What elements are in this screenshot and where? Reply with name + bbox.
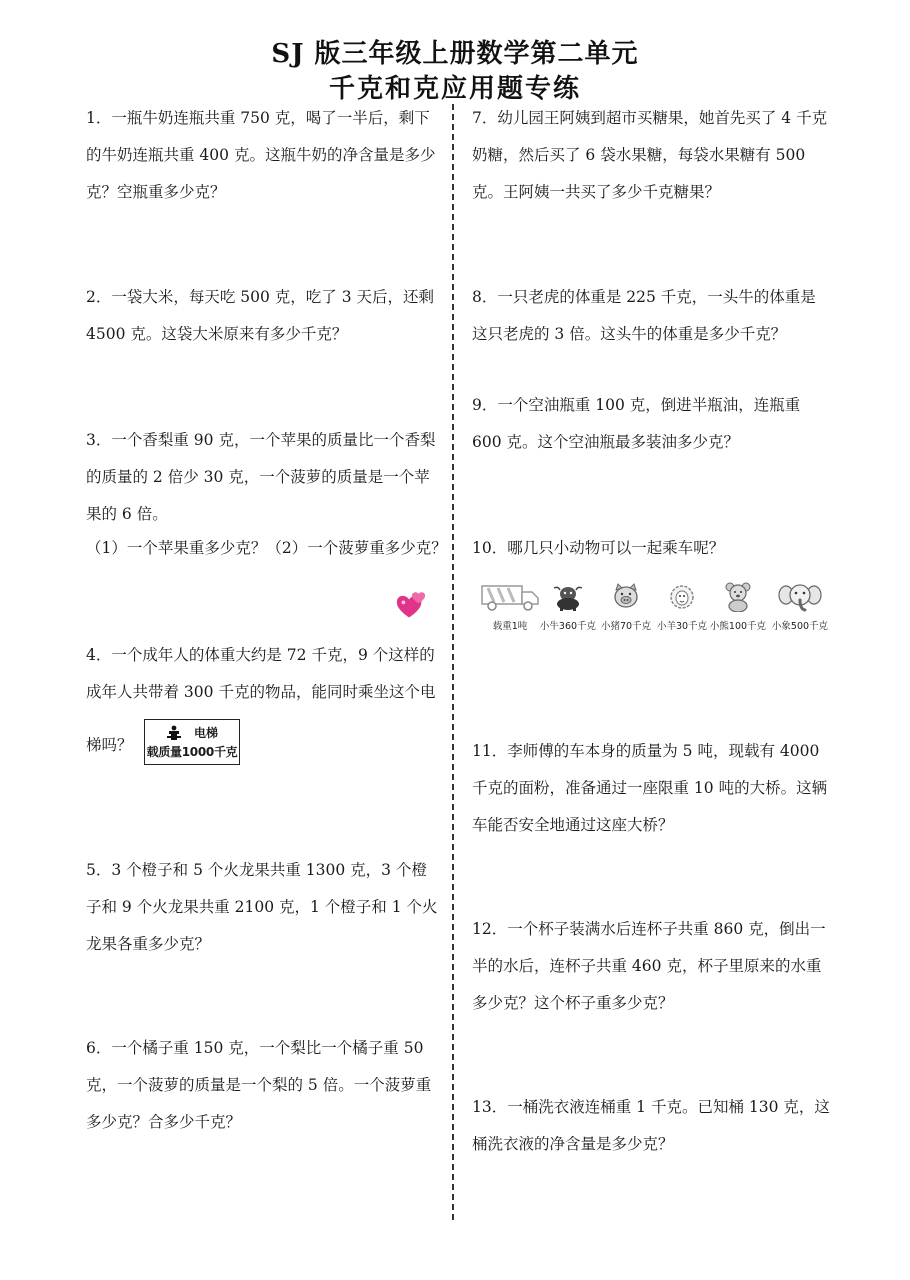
calf-item: [536, 582, 600, 632]
pig-icon: [609, 582, 643, 612]
worksheet-title: SJ 版三年级上册数学第二单元: [271, 39, 639, 69]
question-3: 3．一个香梨重 90 克，一个苹果的质量比一个香梨的质量的 2 倍少 30 克，一个菠萝的质量是一个苹果的 6 倍。: [86, 431, 436, 523]
elevator-title: 电梯: [193, 726, 218, 740]
question-4-tail: 梯吗？: [86, 736, 133, 754]
truck-label: 载重1吨: [492, 621, 528, 632]
bear-icon: [721, 582, 755, 612]
animal-weight-row: [478, 582, 838, 644]
heart-icon: [392, 592, 430, 626]
question-7: 7．幼儿园王阿姨到超市买糖果，她首先买了 4 千克奶糖，然后买了 6 袋水果糖，每袋水果糖有 500 克。王阿姨一共买了多少千克糖果？: [472, 109, 828, 201]
elephant-label: 小象500千克: [771, 621, 829, 632]
sheep-icon: [665, 582, 699, 612]
pig-label: 小猪70千克: [600, 621, 652, 632]
sheep-label: 小羊30千克: [656, 621, 708, 632]
question-6: 6．一个橘子重 150 克，一个梨比一个橘子重 50 克，一个菠萝的质量是一个梨的 5 倍。一个菠萝重多少克？合多少千克？: [86, 1039, 432, 1131]
question-5: 5．3 个橙子和 5 个火龙果共重 1300 克，3 个橙子和 9 个火龙果共重 2100 克，1 个橙子和 1 个火龙果各重多少克？: [86, 861, 438, 953]
question-8: 8．一只老虎的体重是 225 千克，一头牛的体重是这只老虎的 3 倍。这头牛的体重是多少千克？: [472, 288, 816, 343]
truck-icon: [480, 582, 540, 612]
question-12: 12．一个杯子装满水后连杯子共重 860 克，倒出一半的水后，连杯子共重 460 克，杯子里原来的水重多少克？这个杯子重多少克？: [472, 920, 826, 1012]
worksheet-subtitle: 千克和克应用题专练: [328, 74, 581, 104]
elevator-capacity: 载质量1000千克: [146, 745, 238, 759]
question-9: 9．一个空油瓶重 100 克，倒进半瓶油，连瓶重 600 克。这个空油瓶最多装油多少克？: [472, 396, 801, 451]
calf-label: 小牛360千克: [539, 621, 597, 632]
calf-icon: [550, 582, 586, 612]
pig-item: [594, 582, 658, 632]
elephant-icon: [778, 582, 822, 614]
question-11: 11．李师傅的车本身的质量为 5 吨，现载有 4000 千克的面粉，准备通过一座限重 10 吨的大桥。这辆车能否安全地通过这座大桥？: [472, 742, 828, 834]
elephant-item: [768, 582, 832, 632]
elevator-sign: [144, 719, 240, 765]
sheep-item: [650, 582, 714, 632]
question-4: 4．一个成年人的体重大约是 72 千克，9 个这样的成年人共带着 300 千克的物品，能同时乘坐这个电: [86, 646, 436, 701]
question-13: 13．一桶洗衣液连桶重 1 千克。已知桶 130 克，这桶洗衣液的净含量是多少克？: [472, 1098, 830, 1153]
question-2: 2．一袋大米，每天吃 500 克，吃了 3 天后，还剩 4500 克。这袋大米原来有多少千克？: [86, 288, 435, 343]
elevator-people-icon: [166, 725, 182, 741]
truck-item: [478, 582, 542, 632]
question-1: 1．一瓶牛奶连瓶共重 750 克，喝了一半后，剩下的牛奶连瓶共重 400 克。这瓶牛奶的净含量是多少克？空瓶重多少克？: [86, 109, 436, 201]
column-divider: [452, 104, 454, 1220]
question-3-subparts: （1）一个苹果重多少克？（2）一个菠萝重多少克？: [86, 539, 447, 557]
question-10: 10．哪几只小动物可以一起乘车呢？: [472, 539, 725, 557]
bear-item: [706, 582, 770, 632]
bear-label: 小熊100千克: [709, 621, 767, 632]
